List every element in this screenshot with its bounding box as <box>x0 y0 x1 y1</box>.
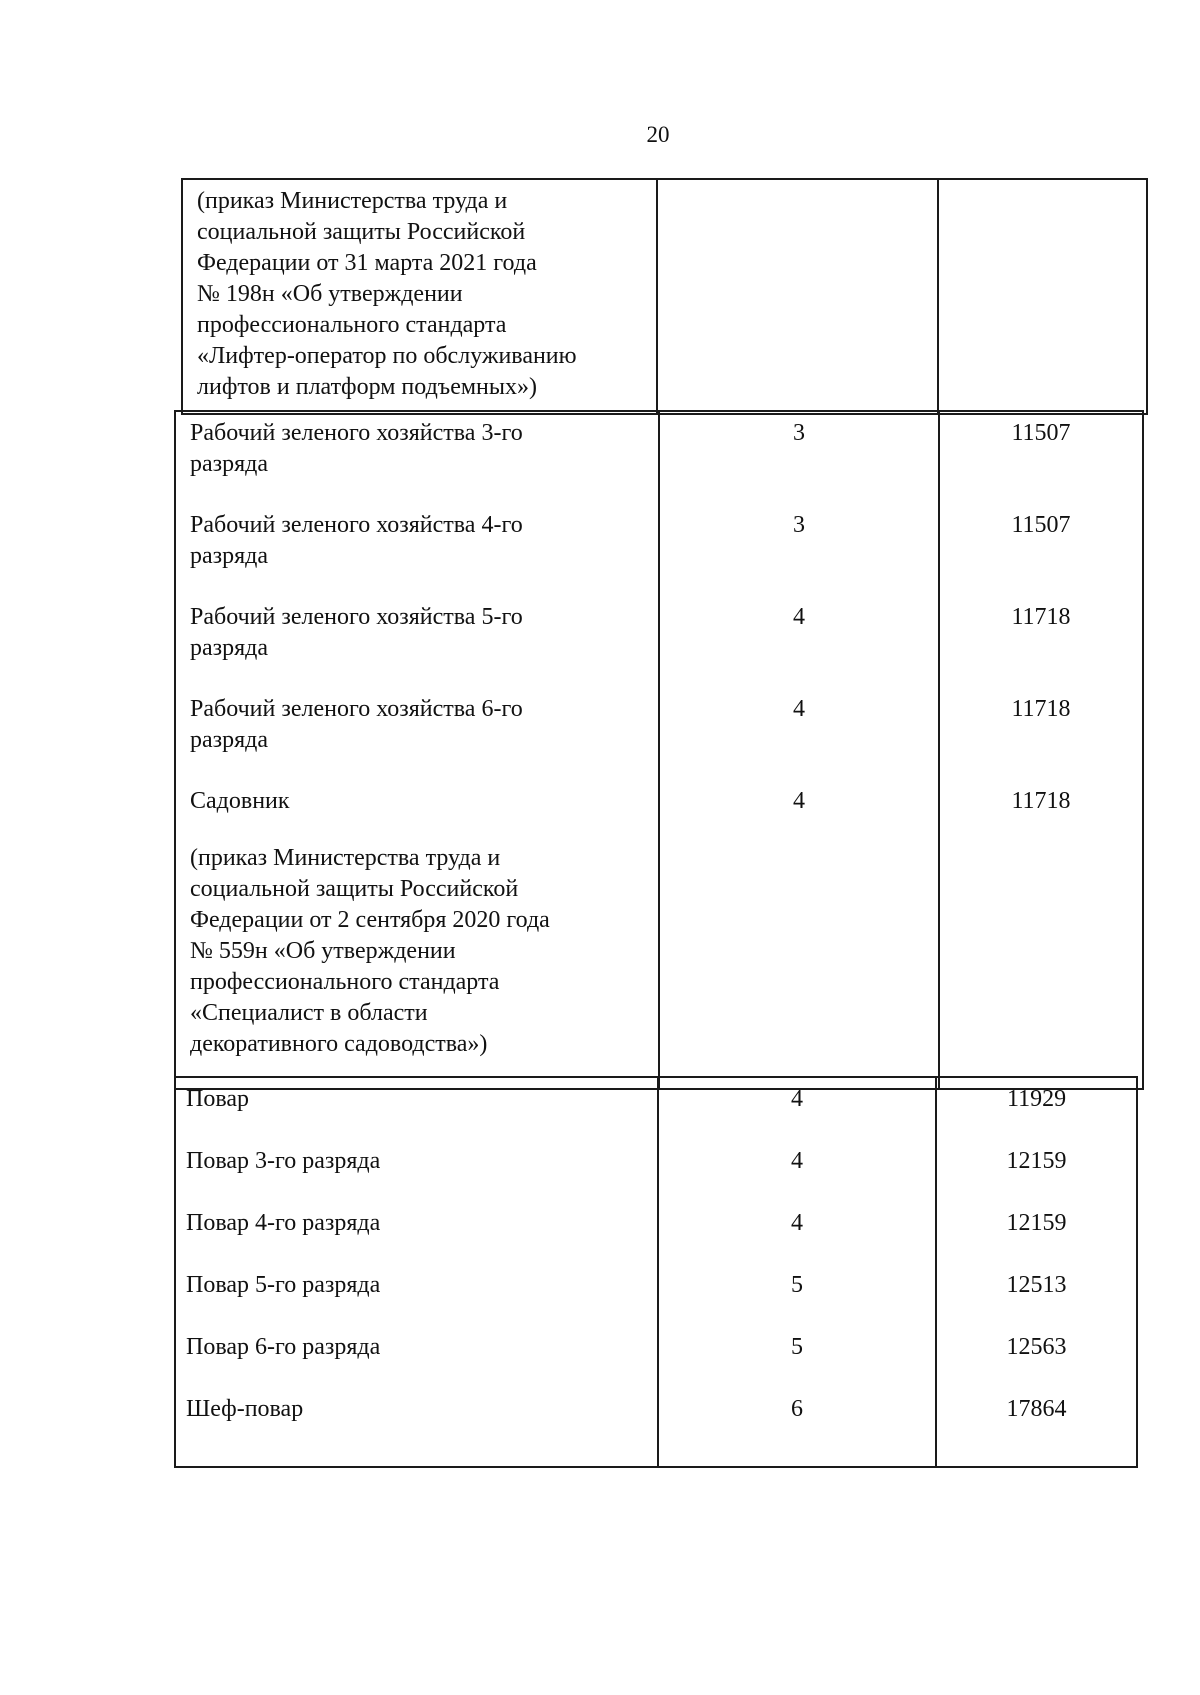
salary-cell <box>938 179 1147 414</box>
salary-value: 12513 <box>1006 1272 1067 1298</box>
note-line: декоративного садоводства») <box>190 1031 488 1057</box>
level-value: 4 <box>791 1148 804 1174</box>
position-name: Садовник <box>190 788 290 814</box>
list-item <box>190 694 644 756</box>
salary-value: 11718 <box>1011 696 1071 722</box>
level-value: 5 <box>791 1334 804 1360</box>
level-cell <box>659 411 939 1089</box>
level-value: 4 <box>793 788 805 814</box>
position-name-cont: разряда <box>190 635 269 661</box>
salary-cell <box>936 1077 1137 1467</box>
list-item <box>190 510 644 572</box>
table-section-lift-operator <box>181 178 1148 415</box>
level-value: 3 <box>793 512 805 538</box>
position-name-cont: разряда <box>190 543 269 569</box>
level-value: 3 <box>793 420 805 446</box>
position-name-cont: разряда <box>190 451 269 477</box>
salary-value: 12159 <box>1006 1210 1067 1236</box>
note-line: (приказ Министерства труда и <box>197 188 508 214</box>
note-line: «Лифтер-оператор по обслуживанию <box>197 343 577 369</box>
list-item <box>190 418 644 480</box>
note-line: «Специалист в области <box>190 1000 428 1026</box>
table-row <box>175 1077 1137 1467</box>
note-line: социальной защиты Российской <box>197 219 526 245</box>
position-name: Рабочий зеленого хозяйства 3-го <box>190 420 523 446</box>
salary-value: 11718 <box>1011 604 1071 630</box>
position-name: Рабочий зеленого хозяйства 5-го <box>190 604 523 630</box>
table-section-gardening <box>174 410 1144 1090</box>
note-line: № 559н «Об утверждении <box>190 938 456 964</box>
level-cell <box>657 179 938 414</box>
level-value: 4 <box>791 1086 804 1112</box>
level-cell <box>658 1077 936 1467</box>
salary-cell <box>939 411 1143 1089</box>
position-name: Повар 5-го разряда <box>186 1272 381 1298</box>
note-line: профессионального стандарта <box>197 312 507 338</box>
position-name: Рабочий зеленого хозяйства 6-го <box>190 696 523 722</box>
salary-value: 11507 <box>1011 420 1071 446</box>
note-cell <box>182 179 657 414</box>
position-name-cont: разряда <box>190 727 269 753</box>
list-item <box>190 786 644 817</box>
table-row <box>182 179 1147 414</box>
note-line: (приказ Министерства труда и <box>190 845 501 871</box>
level-value: 6 <box>791 1396 804 1422</box>
note-line: лифтов и платформ подъемных») <box>197 374 538 400</box>
note-line: Федерации от 2 сентября 2020 года <box>190 907 550 933</box>
table-row <box>175 411 1143 1089</box>
position-name: Повар <box>186 1086 249 1112</box>
position-name: Повар 3-го разряда <box>186 1148 381 1174</box>
level-value: 4 <box>791 1210 804 1236</box>
salary-value: 11718 <box>1011 788 1071 814</box>
salary-value: 11929 <box>1006 1086 1067 1112</box>
note-block <box>190 843 644 1060</box>
note-line: Федерации от 31 марта 2021 года <box>197 250 537 276</box>
salary-value: 12159 <box>1006 1148 1067 1174</box>
salary-value: 12563 <box>1006 1334 1067 1360</box>
note-line: социальной защиты Российской <box>190 876 519 902</box>
note-line: № 198н «Об утверждении <box>197 281 463 307</box>
position-name: Рабочий зеленого хозяйства 4-го <box>190 512 523 538</box>
level-value: 4 <box>793 696 805 722</box>
level-value: 4 <box>793 604 805 630</box>
salary-value: 17864 <box>1006 1396 1067 1422</box>
table-section-cooks <box>174 1076 1138 1468</box>
name-cell <box>175 411 659 1089</box>
list-item <box>190 602 644 664</box>
page-number: 20 <box>646 122 670 147</box>
note-line: профессионального стандарта <box>190 969 500 995</box>
salary-value: 11507 <box>1011 512 1071 538</box>
level-value: 5 <box>791 1272 804 1298</box>
name-cell <box>175 1077 658 1467</box>
position-name: Повар 4-го разряда <box>186 1210 381 1236</box>
position-name: Повар 6-го разряда <box>186 1334 381 1360</box>
position-name: Шеф-повар <box>186 1396 304 1422</box>
